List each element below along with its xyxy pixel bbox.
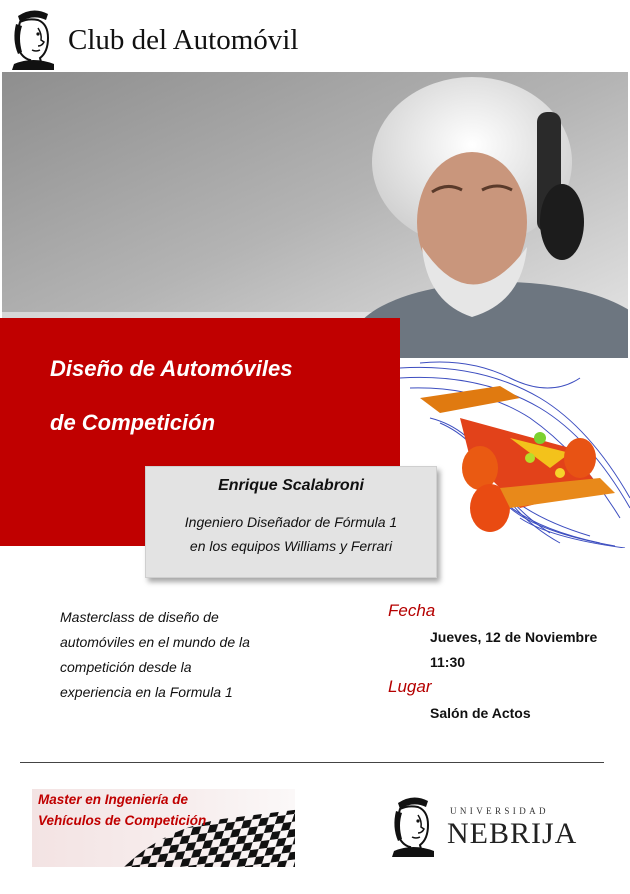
event-place: Salón de Actos (430, 705, 531, 721)
university-name: NEBRIJA (447, 817, 578, 850)
speaker-name: Enrique Scalabroni (218, 477, 364, 494)
speaker-role-line2: en los equipos Williams y Ferrari (189, 538, 393, 554)
nebrija-portrait-logo-icon (388, 791, 438, 857)
club-title: Club del Automóvil (68, 24, 299, 56)
university-label: UNIVERSIDAD (450, 806, 549, 816)
divider (20, 762, 604, 763)
description-line2: automóviles en el mundo de la (60, 634, 250, 650)
event-title-line2: de Competición (50, 410, 216, 435)
speaker-role-line1: Ingeniero Diseñador de Fórmula 1 (184, 514, 398, 530)
description-line1: Masterclass de diseño de (60, 609, 219, 625)
event-date: Jueves, 12 de Noviembre (430, 629, 598, 645)
nebrija-portrait-logo-icon (8, 4, 58, 70)
master-title-line1: Master en Ingeniería de (38, 792, 189, 807)
event-title-line1: Diseño de Automóviles (50, 356, 293, 381)
master-banner (32, 789, 295, 867)
speaker-card (145, 466, 437, 578)
description-line4: experiencia en la Formula 1 (60, 684, 233, 700)
description-line3: competición desde la (60, 659, 192, 675)
fecha-label: Fecha (388, 601, 436, 620)
event-time: 11:30 (430, 654, 466, 670)
lugar-label: Lugar (388, 677, 432, 696)
speaker-photo (2, 72, 628, 358)
master-title-line2: Vehículos de Competición (38, 813, 207, 828)
